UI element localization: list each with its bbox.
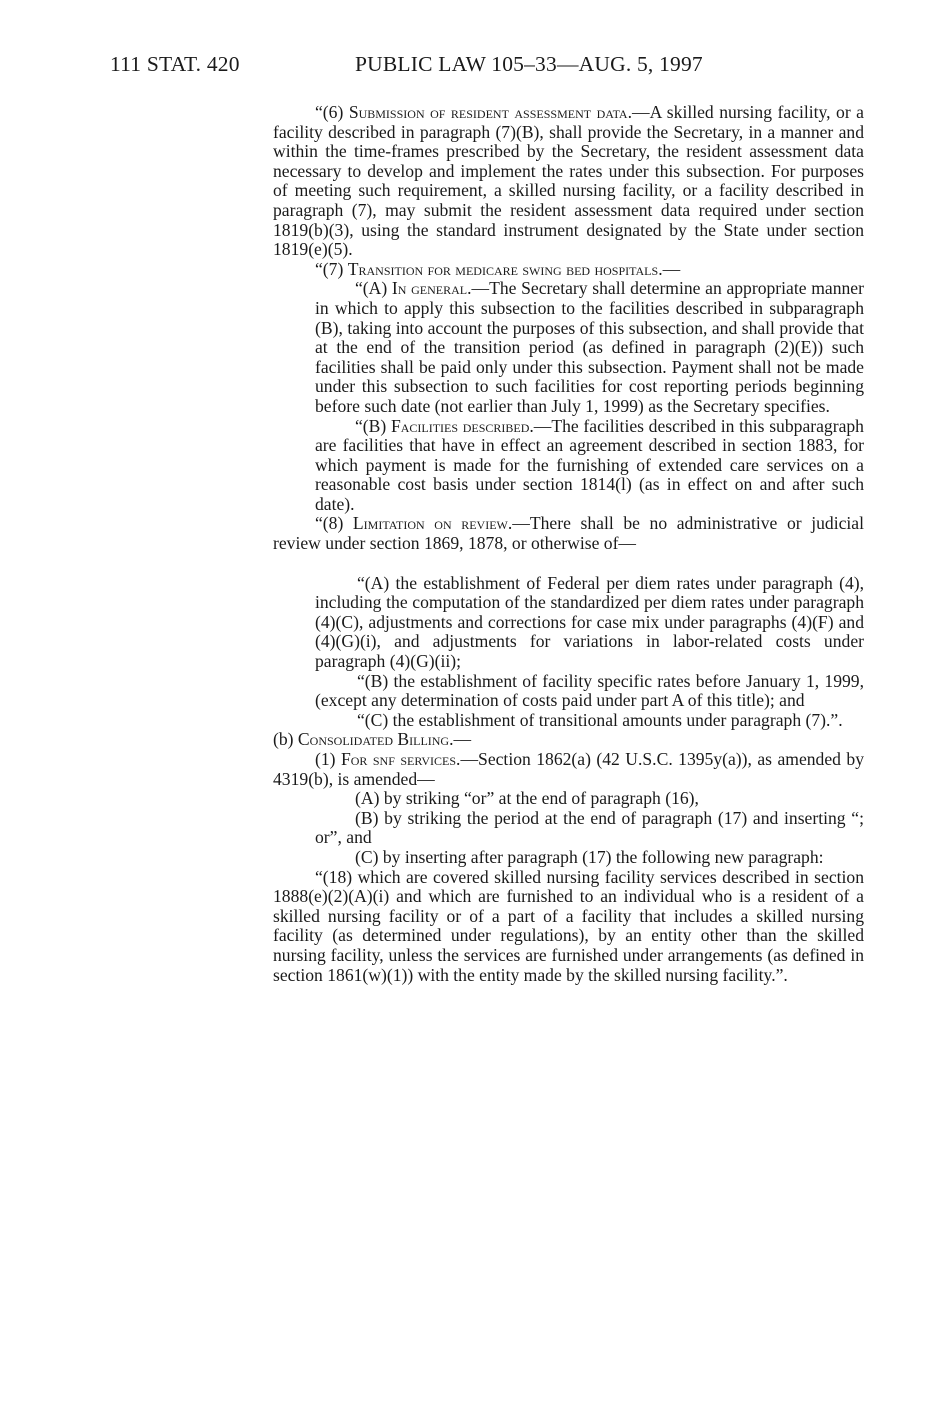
paragraph-8a: “(A) the establishment of Federal per diem rates under paragraph (4), including the computation of the standardized per diem rates under paragraph (4)(C), adjustments and corrections for case mix under paragraphs (4)(F) and (4)(G)(i), and adjustments for variations in labor-related costs under paragraph (4)(G)(ii); xyxy=(315,572,864,672)
paragraph-b1: (1) For snf services.—Section 1862(a) (42 U.S.C. 1395y(a)), as amended by 4319(b), is amended— xyxy=(273,749,864,789)
paragraph-heading: Consolidated Billing. xyxy=(297,729,454,750)
paragraph-heading: For snf services. xyxy=(340,749,461,769)
paragraph-8b: “(B) the establishment of facility specific rates before January 1, 1999, (except any determination of costs paid under part A of this title); and xyxy=(315,670,864,711)
paragraph-8c: “(C) the establishment of transitional amounts under paragraph (7).”. xyxy=(357,709,843,730)
spacer xyxy=(273,554,864,574)
page-header xyxy=(110,52,870,82)
paragraph-6: “(6) Submission of resident assessment data.—A skilled nursing facility, or a facility described in paragraph (7)(B), shall provide the Secretary, in a manner and within the time-frames prescribed by the Secretary, the resident assessment data necessary to develop and implement the rates under this subsection. For purposes of meeting such requirement, a skilled nursing facility, or a facility described in paragraph (7), may submit the resident assessment data required under section 1819(b)(3), using the standard instrument designated by the State under section 1819(e)(5). xyxy=(273,102,864,260)
paragraph-7b: “(B) Facilities described.—The facilities described in this subparagraph are facilities that have in effect an agreement described in section 1883, for which payment is made for the furnishing of extended care services on a reasonable cost basis under section 1814(l) (as in effect on and after such date). xyxy=(315,415,864,514)
stat-reference: 111 STAT. 420 xyxy=(110,52,240,76)
paragraph-heading: Submission of resident assessment data. xyxy=(348,102,632,122)
document-body xyxy=(273,103,864,985)
paragraph-heading: In general. xyxy=(391,278,472,299)
law-title: PUBLIC LAW 105–33—AUG. 5, 1997 xyxy=(355,52,703,76)
paragraph-b1b: (B) by striking the period at the end of paragraph (17) and inserting “; or”, and xyxy=(315,807,864,848)
paragraph-heading: Transition for medicare swing bed hospitals. xyxy=(347,258,663,279)
paragraph-b1c: (C) by inserting after paragraph (17) the following new paragraph: xyxy=(355,846,824,867)
paragraph-b1a: (A) by striking “or” at the end of paragraph (16), xyxy=(355,788,699,809)
paragraph-7: “(7) Transition for medicare swing bed hospitals.— xyxy=(315,258,681,279)
paragraph-18: “(18) which are covered skilled nursing facility services described in section 1888(e)(2)(A)(i) and which are furnished to an individual who is a resident of a skilled nursing facility or of a part of a facility that includes a skilled nursing facility (as determined under regulations), by an entity other than the skilled nursing facility, unless the services are furnished under arrangements (as defined in section 1861(w)(1)) with the entity made by the skilled nursing facility.”. xyxy=(273,866,864,985)
subsection-b: (b) Consolidated Billing.— xyxy=(273,729,472,750)
paragraph-8: “(8) Limitation on review.—There shall be no administrative or judicial review under section 1869, 1878, or otherwise of— xyxy=(273,513,864,554)
paragraph-7a: “(A) In general.—The Secretary shall determine an appropriate manner in which to apply this subsection to the facilities described in subparagraph (B), taking into account the purposes of this subsection, and shall provide that at the end of the transition period (as defined in paragraph (2)(E)) such facilities shall be paid only under this subsection. Payment shall not be made under this subsection to such facilities for cost reporting periods beginning before such date (not earlier than July 1, 1999) as the Secretary specifies. xyxy=(315,278,864,416)
paragraph-heading: Limitation on review. xyxy=(352,513,513,534)
paragraph-heading: Facilities described. xyxy=(390,415,534,436)
